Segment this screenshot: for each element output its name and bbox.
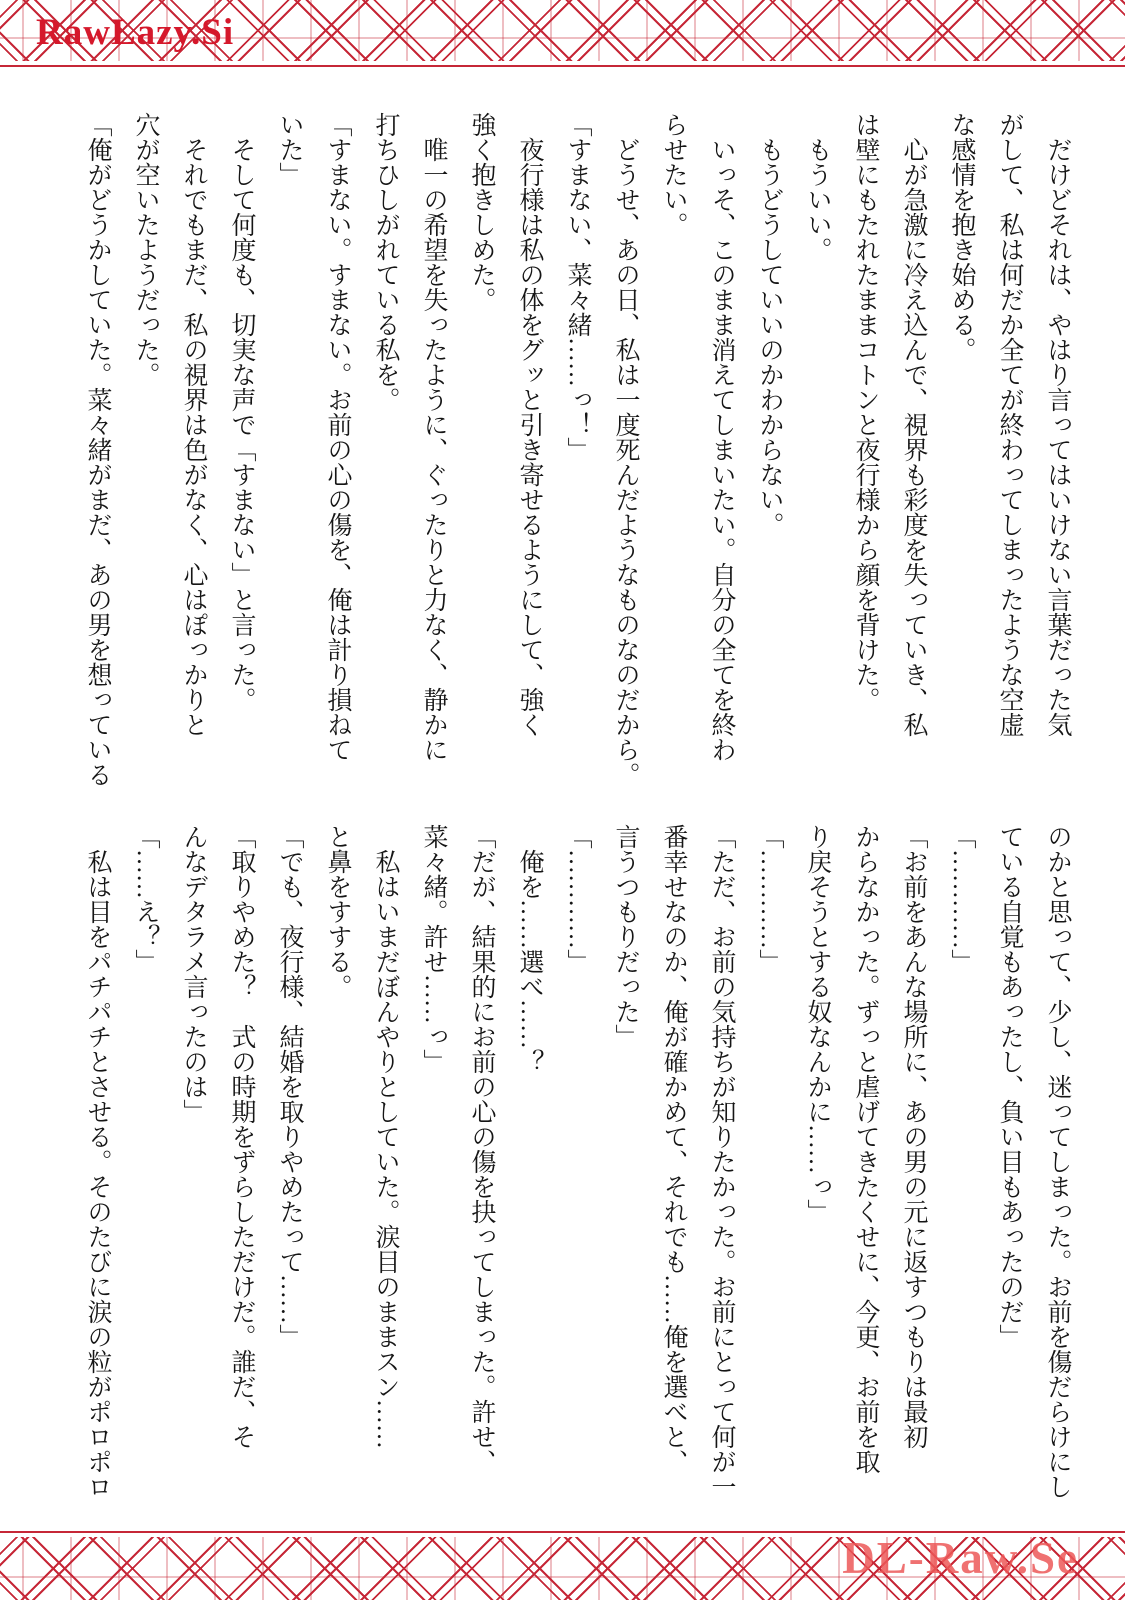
text-line: 穴が空いたようだった。 bbox=[132, 112, 159, 387]
text-block-bottom bbox=[73, 824, 1081, 1512]
text-line: もうどうしていいのかわからない。 bbox=[756, 137, 783, 537]
text-line: 番幸せなのか、俺が確かめて、それでも……俺を選べと、 bbox=[660, 824, 687, 1474]
border-rule-top bbox=[0, 65, 1125, 67]
text-line: 「でも、夜行様、結婚を取りやめたって……」 bbox=[276, 824, 303, 1349]
text-line: んなデタラメ言ったのは」 bbox=[180, 824, 207, 1124]
text-line: 言うつもりだった」 bbox=[612, 824, 639, 1049]
text-line: 「…………」 bbox=[948, 824, 975, 974]
watermark-bottom-right: DL-Raw.Se bbox=[842, 1533, 1079, 1583]
text-line: 私は目をパチパチとさせる。そのたびに涙の粒がポロポロ bbox=[84, 849, 111, 1499]
text-line: 強く抱きしめた。 bbox=[468, 112, 495, 312]
text-line: 菜々緒。許せ……っ」 bbox=[420, 824, 447, 1074]
text-line: 「俺がどうかしていた。菜々緒がまだ、あの男を想っている bbox=[84, 112, 111, 787]
text-line: 私はいまだぼんやりとしていた。涙目のままスン…… bbox=[372, 849, 399, 1449]
text-line: 打ちひしがれている私を。 bbox=[372, 112, 399, 412]
text-line: だけどそれは、やはり言ってはいけない言葉だった気 bbox=[1044, 137, 1071, 737]
text-line: と鼻をすする。 bbox=[324, 824, 351, 999]
text-line: な感情を抱き始める。 bbox=[948, 112, 975, 362]
text-line: 「…………」 bbox=[756, 824, 783, 974]
text-line: 「ただ、お前の気持ちが知りたかった。お前にとって何が一 bbox=[708, 824, 735, 1499]
text-line: 「すまない、菜々緒……っ！」 bbox=[564, 112, 591, 462]
text-line: 「…………」 bbox=[564, 824, 591, 974]
text-line: いた」 bbox=[276, 112, 303, 187]
text-line: 「取りやめた？ 式の時期をずらしただけだ。誰だ、そ bbox=[228, 824, 255, 1449]
text-line: そして何度も、切実な声で「すまない」と言った。 bbox=[228, 137, 255, 712]
text-line: 「だが、結果的にお前の心の傷を抉ってしまった。許せ、 bbox=[468, 824, 495, 1474]
text-line: からなかった。ずっと虐げてきたくせに、今更、お前を取 bbox=[852, 824, 879, 1474]
text-line: 「お前をあんな場所に、あの男の元に返すつもりは最初 bbox=[900, 824, 927, 1449]
text-line: は壁にもたれたままコトンと夜行様から顔を背けた。 bbox=[852, 112, 879, 712]
text-line: 俺を……選べ……？ bbox=[516, 849, 543, 1074]
text-line: のかと思って、少し、迷ってしまった。お前を傷だらけにし bbox=[1044, 824, 1071, 1499]
text-block-top bbox=[73, 112, 1081, 796]
text-line: 「……え？」 bbox=[132, 824, 159, 974]
text-line: それでもまだ、私の視界は色がなく、心はぽっかりと bbox=[180, 137, 207, 737]
text-line: 「すまない。すまない。お前の心の傷を、俺は計り損ねて bbox=[324, 112, 351, 762]
text-line: 唯一の希望を失ったように、ぐったりと力なく、静かに bbox=[420, 137, 447, 762]
text-line: もういい。 bbox=[804, 137, 831, 262]
text-line: ている自覚もあったし、負い目もあったのだ」 bbox=[996, 824, 1023, 1349]
text-line: 心が急激に冷え込んで、視界も彩度を失っていき、私 bbox=[900, 137, 927, 737]
text-line: り戻そうとする奴なんかに……っ」 bbox=[804, 824, 831, 1224]
text-line: いっそ、このまま消えてしまいたい。自分の全てを終わ bbox=[708, 137, 735, 762]
text-line: らせたい。 bbox=[660, 112, 687, 237]
text-line: がして、私は何だか全てが終わってしまったような空虚 bbox=[996, 112, 1023, 737]
text-line: 夜行様は私の体をグッと引き寄せるようにして、強く bbox=[516, 137, 543, 737]
text-line: どうせ、あの日、私は一度死んだようなものなのだから。 bbox=[612, 137, 639, 787]
watermark-top-left: RawLazy.Si bbox=[36, 12, 235, 53]
